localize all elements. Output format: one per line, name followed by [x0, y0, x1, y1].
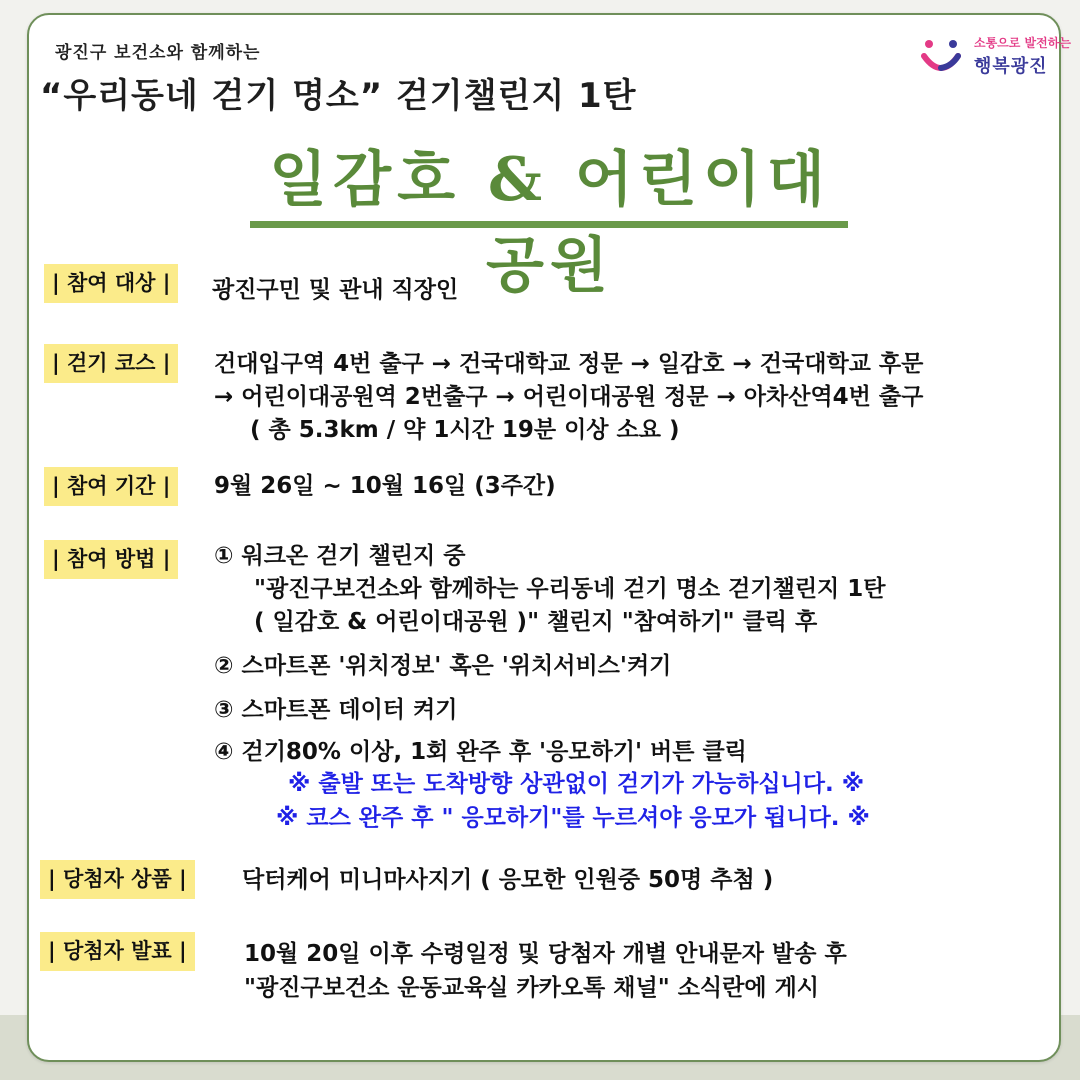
method-step-3: ③ 스마트폰 데이터 켜기 — [214, 697, 458, 723]
course-label: | 걷기 코스 | — [44, 344, 178, 383]
method-step-4: ④ 걷기80% 이상, 1회 완주 후 '응모하기' 버튼 클릭 — [214, 739, 747, 765]
announce-line-1: 10월 20일 이후 수령일정 및 당첨자 개별 안내문자 발송 후 — [244, 941, 847, 967]
header-subtitle: 광진구 보건소와 함께하는 — [55, 43, 261, 63]
course-line-2: → 어린이대공원역 2번출구 → 어린이대공원 정문 → 아차산역4번 출구 — [214, 384, 924, 410]
course-line-3: ( 총 5.3km / 약 1시간 19분 이상 소요 ) — [250, 417, 680, 443]
header-title: “우리동네 걷기 명소” 걷기챌린지 1탄 — [40, 76, 637, 116]
method-step-1-line-1: ① 워크온 걷기 챌린지 중 — [214, 543, 466, 569]
logo-slogan: 소통으로 발전하는 — [974, 36, 1071, 50]
prize-text: 닥터케어 미니마사지기 ( 응모한 인원중 50명 추첨 ) — [242, 867, 774, 893]
target-label: | 참여 대상 | — [44, 264, 178, 303]
method-note-2: ※ 코스 완주 후 " 응모하기"를 누르셔야 응모가 됩니다. ※ — [276, 805, 870, 831]
period-label: | 참여 기간 | — [44, 467, 178, 506]
announce-label: | 당첨자 발표 | — [40, 932, 195, 971]
headline: 일감호 & 어린이대공원 — [269, 145, 831, 301]
announce-line-2: "광진구보건소 운동교육실 카카오톡 채널" 소식란에 게시 — [244, 975, 820, 1001]
method-step-2: ② 스마트폰 '위치정보' 혹은 '위치서비스'켜기 — [214, 653, 672, 679]
prize-label: | 당첨자 상품 | — [40, 860, 195, 899]
headline-underline — [250, 221, 848, 228]
target-text: 광진구민 및 관내 직장인 — [212, 277, 459, 303]
logo-name: 행복광진 — [974, 56, 1048, 77]
period-text: 9월 26일 ~ 10월 16일 (3주간) — [214, 473, 556, 499]
smile-logo-icon — [920, 36, 962, 78]
method-label: | 참여 방법 | — [44, 540, 178, 579]
logo — [920, 32, 1071, 82]
method-step-1-line-3: ( 일감호 & 어린이대공원 )" 챌린지 "참여하기" 클릭 후 — [254, 609, 818, 635]
course-line-1: 건대입구역 4번 출구 → 건국대학교 정문 → 일감호 → 건국대학교 후문 — [214, 351, 924, 377]
method-step-1-line-2: "광진구보건소와 함께하는 우리동네 걷기 명소 걷기챌린지 1탄 — [254, 576, 886, 602]
method-note-1: ※ 출발 또는 도착방향 상관없이 걷기가 가능하십니다. ※ — [288, 771, 865, 797]
